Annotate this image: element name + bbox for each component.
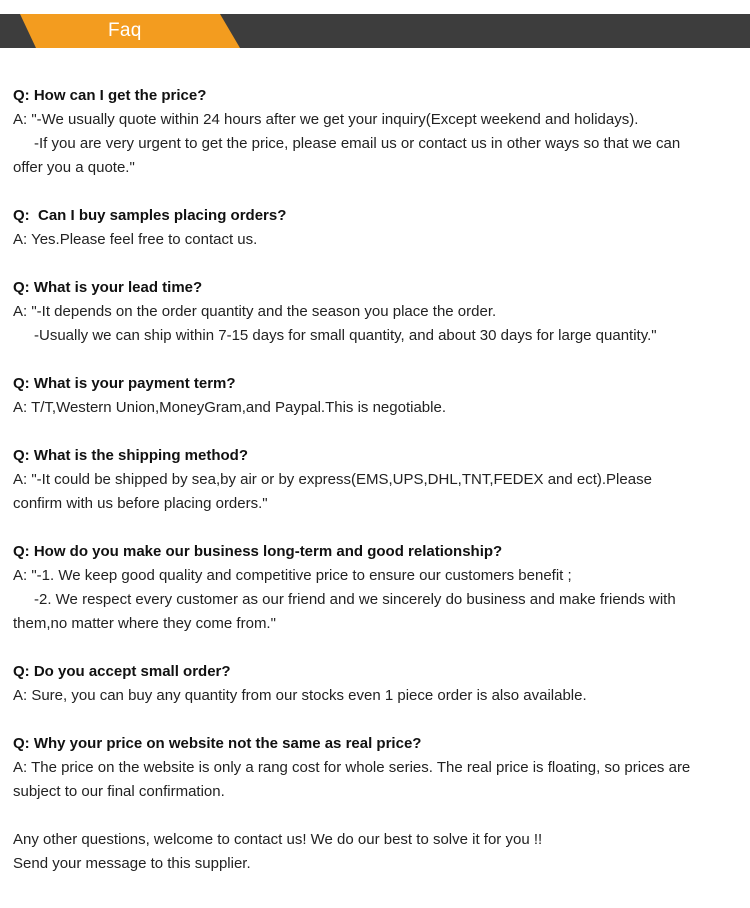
- faq-answer-line: A: "-We usually quote within 24 hours after we get your inquiry(Except weekend and holidays).: [13, 111, 639, 128]
- faq-title: Faq: [108, 20, 142, 41]
- faq-answer-line: confirm with us before placing orders.": [13, 495, 268, 512]
- faq-answer-line: offer you a quote.": [13, 159, 135, 176]
- faq-question: Q: Why your price on website not the same as real price?: [13, 735, 422, 752]
- faq-question: Q: Can I buy samples placing orders?: [13, 207, 287, 224]
- faq-question: Q: Do you accept small order?: [13, 663, 231, 680]
- faq-item-price: [13, 84, 741, 180]
- faq-item-relationship: [13, 540, 741, 636]
- faq-item-samples: [13, 204, 741, 252]
- faq-content: [13, 84, 741, 876]
- faq-question: Q: What is your lead time?: [13, 279, 203, 296]
- faq-answer-line: -If you are very urgent to get the price, please email us or contact us in other ways so that we can: [34, 135, 681, 152]
- faq-answer-line: A: "-1. We keep good quality and competitive price to ensure our customers benefit ;: [13, 567, 572, 584]
- faq-answer-line: subject to our final confirmation.: [13, 783, 225, 800]
- faq-item-small-order: [13, 660, 741, 708]
- faq-answer-line: them,no matter where they come from.": [13, 615, 276, 632]
- faq-answer-line: A: "-It depends on the order quantity and the season you place the order.: [13, 303, 497, 320]
- faq-item-shipping: [13, 444, 741, 516]
- faq-answer-line: -2. We respect every customer as our friend and we sincerely do business and make friends with: [34, 591, 676, 608]
- faq-answer-line: A: The price on the website is only a rang cost for whole series. The real price is floating, so prices are: [13, 759, 691, 776]
- faq-question: Q: How do you make our business long-term and good relationship?: [13, 543, 503, 560]
- faq-answer-line: -Usually we can ship within 7-15 days for small quantity, and about 30 days for large quantity.": [34, 327, 657, 344]
- faq-question: Q: What is the shipping method?: [13, 447, 248, 464]
- faq-item-lead-time: [13, 276, 741, 348]
- faq-answer-line: A: "-It could be shipped by sea,by air or by express(EMS,UPS,DHL,TNT,FEDEX and ect).Please: [13, 471, 652, 488]
- faq-item-payment: [13, 372, 741, 420]
- closing-line: Any other questions, welcome to contact us! We do our best to solve it for you !!: [13, 831, 543, 848]
- faq-answer-line: A: Yes.Please feel free to contact us.: [13, 231, 258, 248]
- faq-item-website-price: [13, 732, 741, 804]
- faq-question: Q: How can I get the price?: [13, 87, 207, 104]
- faq-question: Q: What is your payment term?: [13, 375, 236, 392]
- closing-line: Send your message to this supplier.: [13, 855, 251, 872]
- faq-answer-line: A: Sure, you can buy any quantity from our stocks even 1 piece order is also available.: [13, 687, 587, 704]
- faq-answer-line: A: T/T,Western Union,MoneyGram,and Paypal.This is negotiable.: [13, 399, 446, 416]
- closing-message: [13, 828, 741, 876]
